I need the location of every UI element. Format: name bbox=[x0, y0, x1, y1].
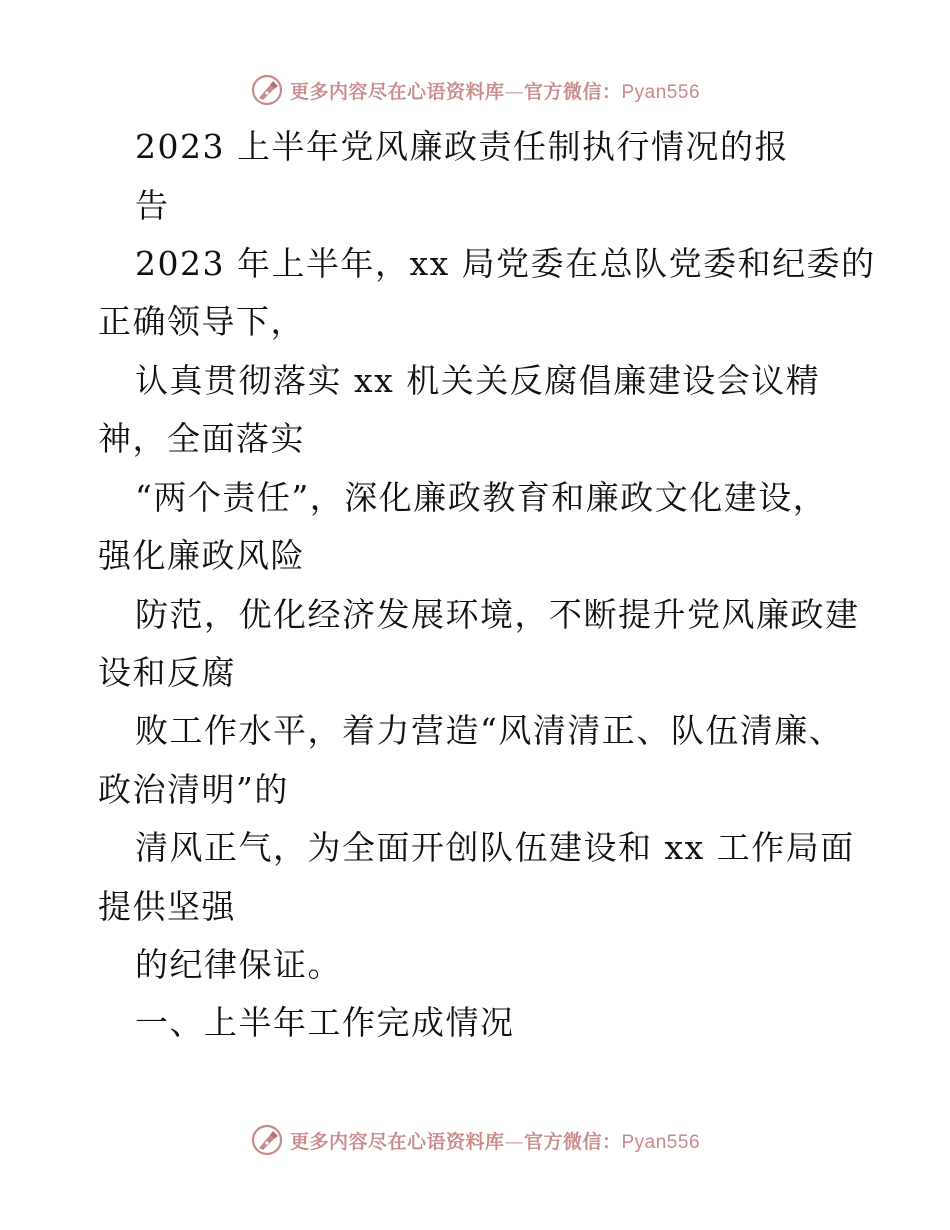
paragraph-line: 的纪律保证。 bbox=[135, 945, 342, 984]
paragraph-line: 设和反腐 bbox=[98, 653, 236, 692]
watermark-text: 更多内容尽在心语资料库—官方微信：Pyan556 bbox=[289, 80, 701, 103]
watermark-footer bbox=[0, 1120, 950, 1160]
paragraph-line: 提供坚强 bbox=[98, 887, 236, 926]
paragraph-line: 清风正气，为全面开创队伍建设和 xx 工作局面 bbox=[135, 828, 855, 867]
document-title-line-1: 2023 上半年党风廉政责任制执行情况的报 bbox=[135, 127, 789, 166]
section-heading: 一、上半年工作完成情况 bbox=[135, 1003, 515, 1042]
paragraph-line: 防范，优化经济发展环境，不断提升党风廉政建 bbox=[135, 595, 860, 634]
paragraph-line: 认真贯彻落实 xx 机关关反腐倡廉建设会议精 bbox=[135, 361, 821, 400]
pen-nib-logo-icon bbox=[250, 73, 284, 107]
paragraph-line: 神，全面落实 bbox=[98, 419, 305, 458]
paragraph-line: 政治清明”的 bbox=[98, 770, 289, 809]
watermark-header bbox=[0, 70, 950, 110]
pen-nib-logo-icon bbox=[250, 1123, 284, 1157]
paragraph-line: 正确领导下， bbox=[98, 302, 305, 341]
document-title-line-2: 告 bbox=[135, 186, 170, 225]
paragraph-line: 败工作水平，着力营造“风清清正、队伍清廉、 bbox=[135, 711, 844, 750]
paragraph-line: “两个责任”，深化廉政教育和廉政文化建设， bbox=[135, 478, 828, 517]
paragraph-line: 2023 年上半年，xx 局党委在总队党委和纪委的 bbox=[135, 244, 876, 283]
watermark-text: 更多内容尽在心语资料库—官方微信：Pyan556 bbox=[289, 1130, 701, 1153]
paragraph-line: 强化廉政风险 bbox=[98, 536, 305, 575]
